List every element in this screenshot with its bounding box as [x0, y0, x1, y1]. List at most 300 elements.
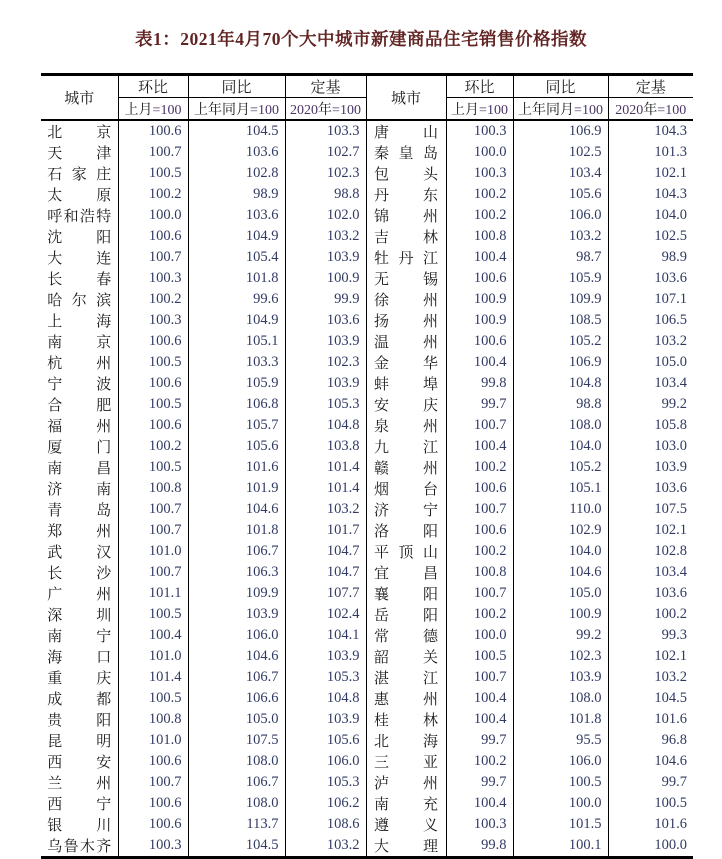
mom-index-value: 101.0	[118, 646, 188, 667]
subheader-text: 上年同月	[518, 102, 575, 118]
city-name	[366, 688, 446, 709]
col-header-mom-left: 环比	[118, 75, 188, 98]
table-row	[41, 667, 693, 688]
mom-index-value: 100.2	[446, 541, 513, 562]
city-name	[366, 835, 446, 858]
city-name-char: 天	[47, 146, 63, 162]
mom-index-value: 100.2	[446, 751, 513, 772]
mom-index-value: 100.6	[446, 520, 513, 541]
city-name-char: 庆	[96, 671, 112, 687]
mom-index-value: 100.4	[118, 625, 188, 646]
city-name-char: 林	[422, 230, 438, 246]
table-row	[41, 457, 693, 478]
page-title: 表1：2021年4月70个大中城市新建商品住宅销售价格指数	[135, 29, 587, 49]
city-name-char: 东	[422, 188, 438, 204]
city-name	[41, 835, 118, 858]
yoy-index-value: 103.6	[188, 142, 285, 163]
city-name	[366, 457, 446, 478]
city-name	[41, 142, 118, 163]
mom-index-value: 100.6	[446, 268, 513, 289]
mom-index-value: 99.8	[446, 835, 513, 858]
city-name-char: 无	[374, 272, 390, 288]
subheader-text: 年	[643, 102, 658, 118]
city-name-char: 明	[96, 734, 112, 750]
yoy-index-value: 101.8	[513, 709, 608, 730]
fixed-index-value: 104.5	[608, 688, 693, 709]
city-name	[41, 163, 118, 184]
city-name-char: 波	[96, 377, 112, 393]
city-name-char: 北	[374, 734, 390, 750]
city-name	[41, 751, 118, 772]
city-name-char: 丹	[374, 188, 390, 204]
subheader-text: 上年同月	[194, 102, 251, 118]
city-name-char: 林	[422, 713, 438, 729]
fixed-index-value: 99.2	[608, 394, 693, 415]
city-name-char: 州	[422, 335, 438, 351]
subheader-base: =100	[574, 102, 603, 118]
city-name-char: 扬	[374, 314, 390, 330]
mom-index-value: 100.8	[446, 226, 513, 247]
mom-index-value: 100.6	[118, 415, 188, 436]
yoy-index-value: 106.0	[513, 205, 608, 226]
mom-index-value: 100.5	[118, 163, 188, 184]
city-name-char: 南	[374, 797, 390, 813]
fixed-index-value: 103.6	[608, 478, 693, 499]
city-name-char: 上	[47, 314, 63, 330]
city-name-char: 温	[374, 335, 390, 351]
yoy-index-value: 104.9	[188, 226, 285, 247]
city-name-char: 沈	[47, 230, 63, 246]
mom-index-value: 100.4	[446, 793, 513, 814]
fixed-index-value: 103.9	[285, 646, 366, 667]
city-name	[366, 793, 446, 814]
yoy-index-value: 105.4	[188, 247, 285, 268]
fixed-index-value: 101.3	[608, 142, 693, 163]
city-name	[366, 499, 446, 520]
yoy-index-value: 106.9	[513, 352, 608, 373]
city-name-char: 广	[47, 587, 63, 603]
city-name-char: 成	[47, 692, 63, 708]
col-subheader-fixed-right	[608, 98, 693, 121]
mom-index-value: 99.7	[446, 394, 513, 415]
city-name	[41, 709, 118, 730]
city-name-char: 州	[422, 419, 438, 435]
city-name	[366, 163, 446, 184]
mom-index-value: 100.7	[446, 415, 513, 436]
mom-index-value: 100.5	[118, 604, 188, 625]
mom-index-value: 100.7	[118, 247, 188, 268]
city-name-char: 都	[96, 692, 112, 708]
mom-index-value: 100.8	[446, 562, 513, 583]
subheader-base: =100	[152, 102, 182, 118]
city-name	[366, 520, 446, 541]
subheader-base: =100	[479, 102, 508, 118]
city-name	[366, 541, 446, 562]
city-name	[41, 520, 118, 541]
fixed-index-value: 103.9	[608, 457, 693, 478]
table-row	[41, 604, 693, 625]
subheader-base: =100	[332, 102, 361, 118]
city-name-char: 厦	[47, 440, 63, 456]
mom-index-value: 100.6	[118, 120, 188, 142]
city-name-char: 海	[422, 734, 438, 750]
city-name	[41, 226, 118, 247]
fixed-index-value: 102.5	[608, 226, 693, 247]
mom-index-value: 100.4	[446, 709, 513, 730]
mom-index-value: 100.5	[118, 352, 188, 373]
fixed-index-value: 96.8	[608, 730, 693, 751]
city-name-char: 顶	[398, 545, 414, 561]
city-name-char: 南	[47, 461, 63, 477]
city-name-char: 山	[422, 125, 438, 141]
col-header-city-right: 城市	[366, 75, 446, 121]
city-name-char: 春	[96, 272, 112, 288]
table-row	[41, 120, 693, 142]
mom-index-value: 100.6	[446, 331, 513, 352]
fixed-index-value: 104.1	[285, 625, 366, 646]
city-name-char: 京	[96, 125, 112, 141]
fixed-index-value: 105.0	[608, 352, 693, 373]
fixed-index-value: 107.7	[285, 583, 366, 604]
mom-index-value: 100.3	[118, 310, 188, 331]
yoy-index-value: 106.7	[188, 772, 285, 793]
city-name	[366, 646, 446, 667]
city-name-char: 赣	[374, 461, 390, 477]
city-name-char: 徐	[374, 293, 390, 309]
city-name-char: 吉	[374, 230, 390, 246]
city-name	[41, 730, 118, 751]
city-name-char: 德	[422, 629, 438, 645]
mom-index-value: 101.4	[118, 667, 188, 688]
fixed-index-value: 99.9	[285, 289, 366, 310]
city-name	[41, 646, 118, 667]
yoy-index-value: 100.5	[513, 772, 608, 793]
city-name-char: 阳	[422, 587, 438, 603]
city-name-char: 江	[422, 440, 438, 456]
city-name-char: 台	[422, 482, 438, 498]
city-name-char: 襄	[374, 587, 390, 603]
yoy-index-value: 107.5	[188, 730, 285, 751]
table-body	[41, 120, 693, 858]
fixed-index-value: 102.1	[608, 520, 693, 541]
city-name-char: 昆	[47, 734, 63, 750]
yoy-index-value: 104.6	[513, 562, 608, 583]
yoy-index-value: 103.9	[513, 667, 608, 688]
mom-index-value: 100.8	[118, 478, 188, 499]
mom-index-value: 100.2	[446, 604, 513, 625]
table-row	[41, 436, 693, 457]
mom-index-value: 100.4	[446, 436, 513, 457]
fixed-index-value: 105.3	[285, 667, 366, 688]
price-index-table	[41, 73, 693, 859]
fixed-index-value: 106.0	[285, 751, 366, 772]
yoy-index-value: 100.9	[513, 604, 608, 625]
yoy-index-value: 109.9	[513, 289, 608, 310]
city-name	[41, 499, 118, 520]
city-name-char: 西	[47, 755, 63, 771]
city-name-char: 阳	[422, 608, 438, 624]
yoy-index-value: 103.4	[513, 163, 608, 184]
yoy-index-value: 105.0	[513, 583, 608, 604]
fixed-index-value: 104.0	[608, 205, 693, 226]
fixed-index-value: 103.2	[608, 331, 693, 352]
city-name	[41, 541, 118, 562]
yoy-index-value: 101.8	[188, 520, 285, 541]
table-row	[41, 709, 693, 730]
city-name-char: 郑	[47, 524, 63, 540]
city-name-char: 岛	[96, 503, 112, 519]
table-row	[41, 142, 693, 163]
yoy-index-value: 106.0	[513, 751, 608, 772]
city-name-char: 连	[96, 251, 112, 267]
col-header-mom-right: 环比	[446, 75, 513, 98]
city-name	[41, 289, 118, 310]
fixed-index-value: 103.3	[285, 120, 366, 142]
fixed-index-value: 106.2	[285, 793, 366, 814]
city-name-char: 石	[47, 167, 63, 183]
fixed-index-value: 99.3	[608, 625, 693, 646]
fixed-index-value: 102.0	[285, 205, 366, 226]
fixed-index-value: 98.8	[285, 184, 366, 205]
city-name-char: 理	[422, 839, 438, 855]
city-name-char: 充	[422, 797, 438, 813]
yoy-index-value: 105.7	[188, 415, 285, 436]
fixed-index-value: 101.6	[608, 709, 693, 730]
table-row	[41, 163, 693, 184]
yoy-index-value: 105.1	[188, 331, 285, 352]
fixed-index-value: 102.3	[285, 352, 366, 373]
fixed-index-value: 103.6	[285, 310, 366, 331]
city-name	[366, 142, 446, 163]
mom-index-value: 101.1	[118, 583, 188, 604]
table-row	[41, 373, 693, 394]
subheader-text: 上月	[451, 102, 480, 118]
yoy-index-value: 108.0	[513, 688, 608, 709]
city-name	[366, 667, 446, 688]
mom-index-value: 100.6	[118, 751, 188, 772]
mom-index-value: 100.7	[118, 772, 188, 793]
city-name	[366, 814, 446, 835]
mom-index-value: 100.6	[118, 373, 188, 394]
mom-index-value: 99.8	[446, 373, 513, 394]
city-name-char: 鲁	[63, 839, 79, 855]
city-name-char: 遵	[374, 818, 390, 834]
fixed-index-value: 103.9	[285, 709, 366, 730]
city-name-char: 门	[96, 440, 112, 456]
yoy-index-value: 102.5	[513, 142, 608, 163]
city-name	[41, 604, 118, 625]
yoy-index-value: 110.0	[513, 499, 608, 520]
fixed-index-value: 99.7	[608, 772, 693, 793]
table-row	[41, 352, 693, 373]
fixed-index-value: 102.3	[285, 163, 366, 184]
city-name-char: 和	[63, 209, 79, 225]
city-name-char: 桂	[374, 713, 390, 729]
city-name-char: 惠	[374, 692, 390, 708]
city-name-char: 南	[47, 335, 63, 351]
city-name-char: 锦	[374, 209, 390, 225]
fixed-index-value: 103.2	[608, 667, 693, 688]
city-name-char: 哈	[47, 293, 63, 309]
table-row	[41, 793, 693, 814]
city-name-char: 汉	[96, 545, 112, 561]
city-name	[366, 205, 446, 226]
mom-index-value: 100.2	[118, 289, 188, 310]
city-name-char: 宁	[96, 629, 112, 645]
mom-index-value: 100.7	[446, 667, 513, 688]
table-row	[41, 394, 693, 415]
city-name	[41, 373, 118, 394]
yoy-index-value: 99.2	[513, 625, 608, 646]
yoy-index-value: 103.9	[188, 604, 285, 625]
city-name	[366, 352, 446, 373]
city-name	[366, 394, 446, 415]
city-name-char: 特	[96, 209, 112, 225]
city-name	[366, 226, 446, 247]
mom-index-value: 100.5	[118, 688, 188, 709]
city-name-char: 大	[374, 839, 390, 855]
yoy-index-value: 106.7	[188, 541, 285, 562]
yoy-index-value: 104.6	[188, 499, 285, 520]
mom-index-value: 100.2	[118, 436, 188, 457]
city-name	[366, 625, 446, 646]
yoy-index-value: 105.9	[513, 268, 608, 289]
city-name-char: 木	[79, 839, 95, 855]
city-name-char: 义	[422, 818, 438, 834]
city-name	[366, 120, 446, 142]
city-name-char: 海	[47, 650, 63, 666]
city-name-char: 银	[47, 818, 63, 834]
mom-index-value: 100.0	[446, 142, 513, 163]
city-name	[366, 415, 446, 436]
fixed-index-value: 100.0	[608, 835, 693, 858]
city-name-char: 昌	[96, 461, 112, 477]
city-name-char: 海	[96, 314, 112, 330]
city-name-char: 家	[71, 167, 87, 183]
city-name	[366, 751, 446, 772]
fixed-index-value: 103.8	[285, 436, 366, 457]
fixed-index-value: 98.9	[608, 247, 693, 268]
city-name	[41, 667, 118, 688]
city-name-char: 太	[47, 188, 63, 204]
city-name-char: 宁	[422, 503, 438, 519]
city-name-char: 洛	[374, 524, 390, 540]
city-name-char: 宜	[374, 566, 390, 582]
city-name-char: 头	[422, 167, 438, 183]
fixed-index-value: 103.4	[608, 562, 693, 583]
mom-index-value: 100.5	[118, 394, 188, 415]
city-name	[366, 604, 446, 625]
city-name	[366, 268, 446, 289]
city-name-char: 埠	[422, 377, 438, 393]
subheader-base: =100	[657, 102, 687, 118]
col-subheader-yoy-right	[513, 98, 608, 121]
yoy-index-value: 99.6	[188, 289, 285, 310]
mom-index-value: 100.8	[118, 709, 188, 730]
col-header-yoy-right: 同比	[513, 75, 608, 98]
city-name-char: 州	[96, 524, 112, 540]
table-row	[41, 268, 693, 289]
city-name-char: 烟	[374, 482, 390, 498]
yoy-index-value: 101.5	[513, 814, 608, 835]
subheader-year: 2020	[290, 102, 319, 118]
city-name-char: 华	[422, 356, 438, 372]
city-name-char: 九	[374, 440, 390, 456]
mom-index-value: 100.7	[118, 499, 188, 520]
table-row	[41, 646, 693, 667]
yoy-index-value: 95.5	[513, 730, 608, 751]
city-name-char: 包	[374, 167, 390, 183]
fixed-index-value: 104.3	[608, 120, 693, 142]
mom-index-value: 100.3	[446, 163, 513, 184]
table-row	[41, 478, 693, 499]
yoy-index-value: 106.8	[188, 394, 285, 415]
city-name	[366, 436, 446, 457]
mom-index-value: 100.2	[446, 205, 513, 226]
city-name-char: 长	[47, 272, 63, 288]
fixed-index-value: 103.0	[608, 436, 693, 457]
fixed-index-value: 100.9	[285, 268, 366, 289]
mom-index-value: 100.4	[446, 352, 513, 373]
mom-index-value: 100.6	[118, 814, 188, 835]
fixed-index-value: 102.1	[608, 646, 693, 667]
mom-index-value: 100.9	[446, 310, 513, 331]
city-name	[41, 120, 118, 142]
subheader-text: 年	[318, 102, 333, 118]
city-name-char: 北	[47, 125, 63, 141]
fixed-index-value: 104.7	[285, 562, 366, 583]
city-name-char: 大	[47, 251, 63, 267]
city-name-char: 原	[96, 188, 112, 204]
city-name-char: 滨	[96, 293, 112, 309]
col-subheader-mom-right	[446, 98, 513, 121]
yoy-index-value: 104.0	[513, 541, 608, 562]
fixed-index-value: 103.9	[285, 373, 366, 394]
city-name-char: 尔	[71, 293, 87, 309]
col-header-city-left: 城市	[41, 75, 118, 121]
city-name-char: 肥	[96, 398, 112, 414]
yoy-index-value: 105.1	[513, 478, 608, 499]
city-name-char: 亚	[422, 755, 438, 771]
city-name-char: 口	[96, 650, 112, 666]
city-name-char: 泉	[374, 419, 390, 435]
city-name-char: 贵	[47, 713, 63, 729]
city-name-char: 蚌	[374, 377, 390, 393]
yoy-index-value: 102.8	[188, 163, 285, 184]
city-name-char: 杭	[47, 356, 63, 372]
table-row	[41, 772, 693, 793]
city-name-char: 阳	[422, 524, 438, 540]
fixed-index-value: 107.1	[608, 289, 693, 310]
fixed-index-value: 102.7	[285, 142, 366, 163]
table-row	[41, 625, 693, 646]
table-row	[41, 289, 693, 310]
city-name	[41, 583, 118, 604]
table-row	[41, 331, 693, 352]
city-name	[41, 184, 118, 205]
fixed-index-value: 105.8	[608, 415, 693, 436]
yoy-index-value: 104.9	[188, 310, 285, 331]
city-name	[41, 814, 118, 835]
city-name-char: 州	[422, 314, 438, 330]
mom-index-value: 99.7	[446, 772, 513, 793]
fixed-index-value: 106.5	[608, 310, 693, 331]
fixed-index-value: 104.8	[285, 415, 366, 436]
mom-index-value: 100.7	[446, 583, 513, 604]
city-name	[366, 478, 446, 499]
city-name	[41, 310, 118, 331]
subheader-base: =100	[250, 102, 279, 118]
